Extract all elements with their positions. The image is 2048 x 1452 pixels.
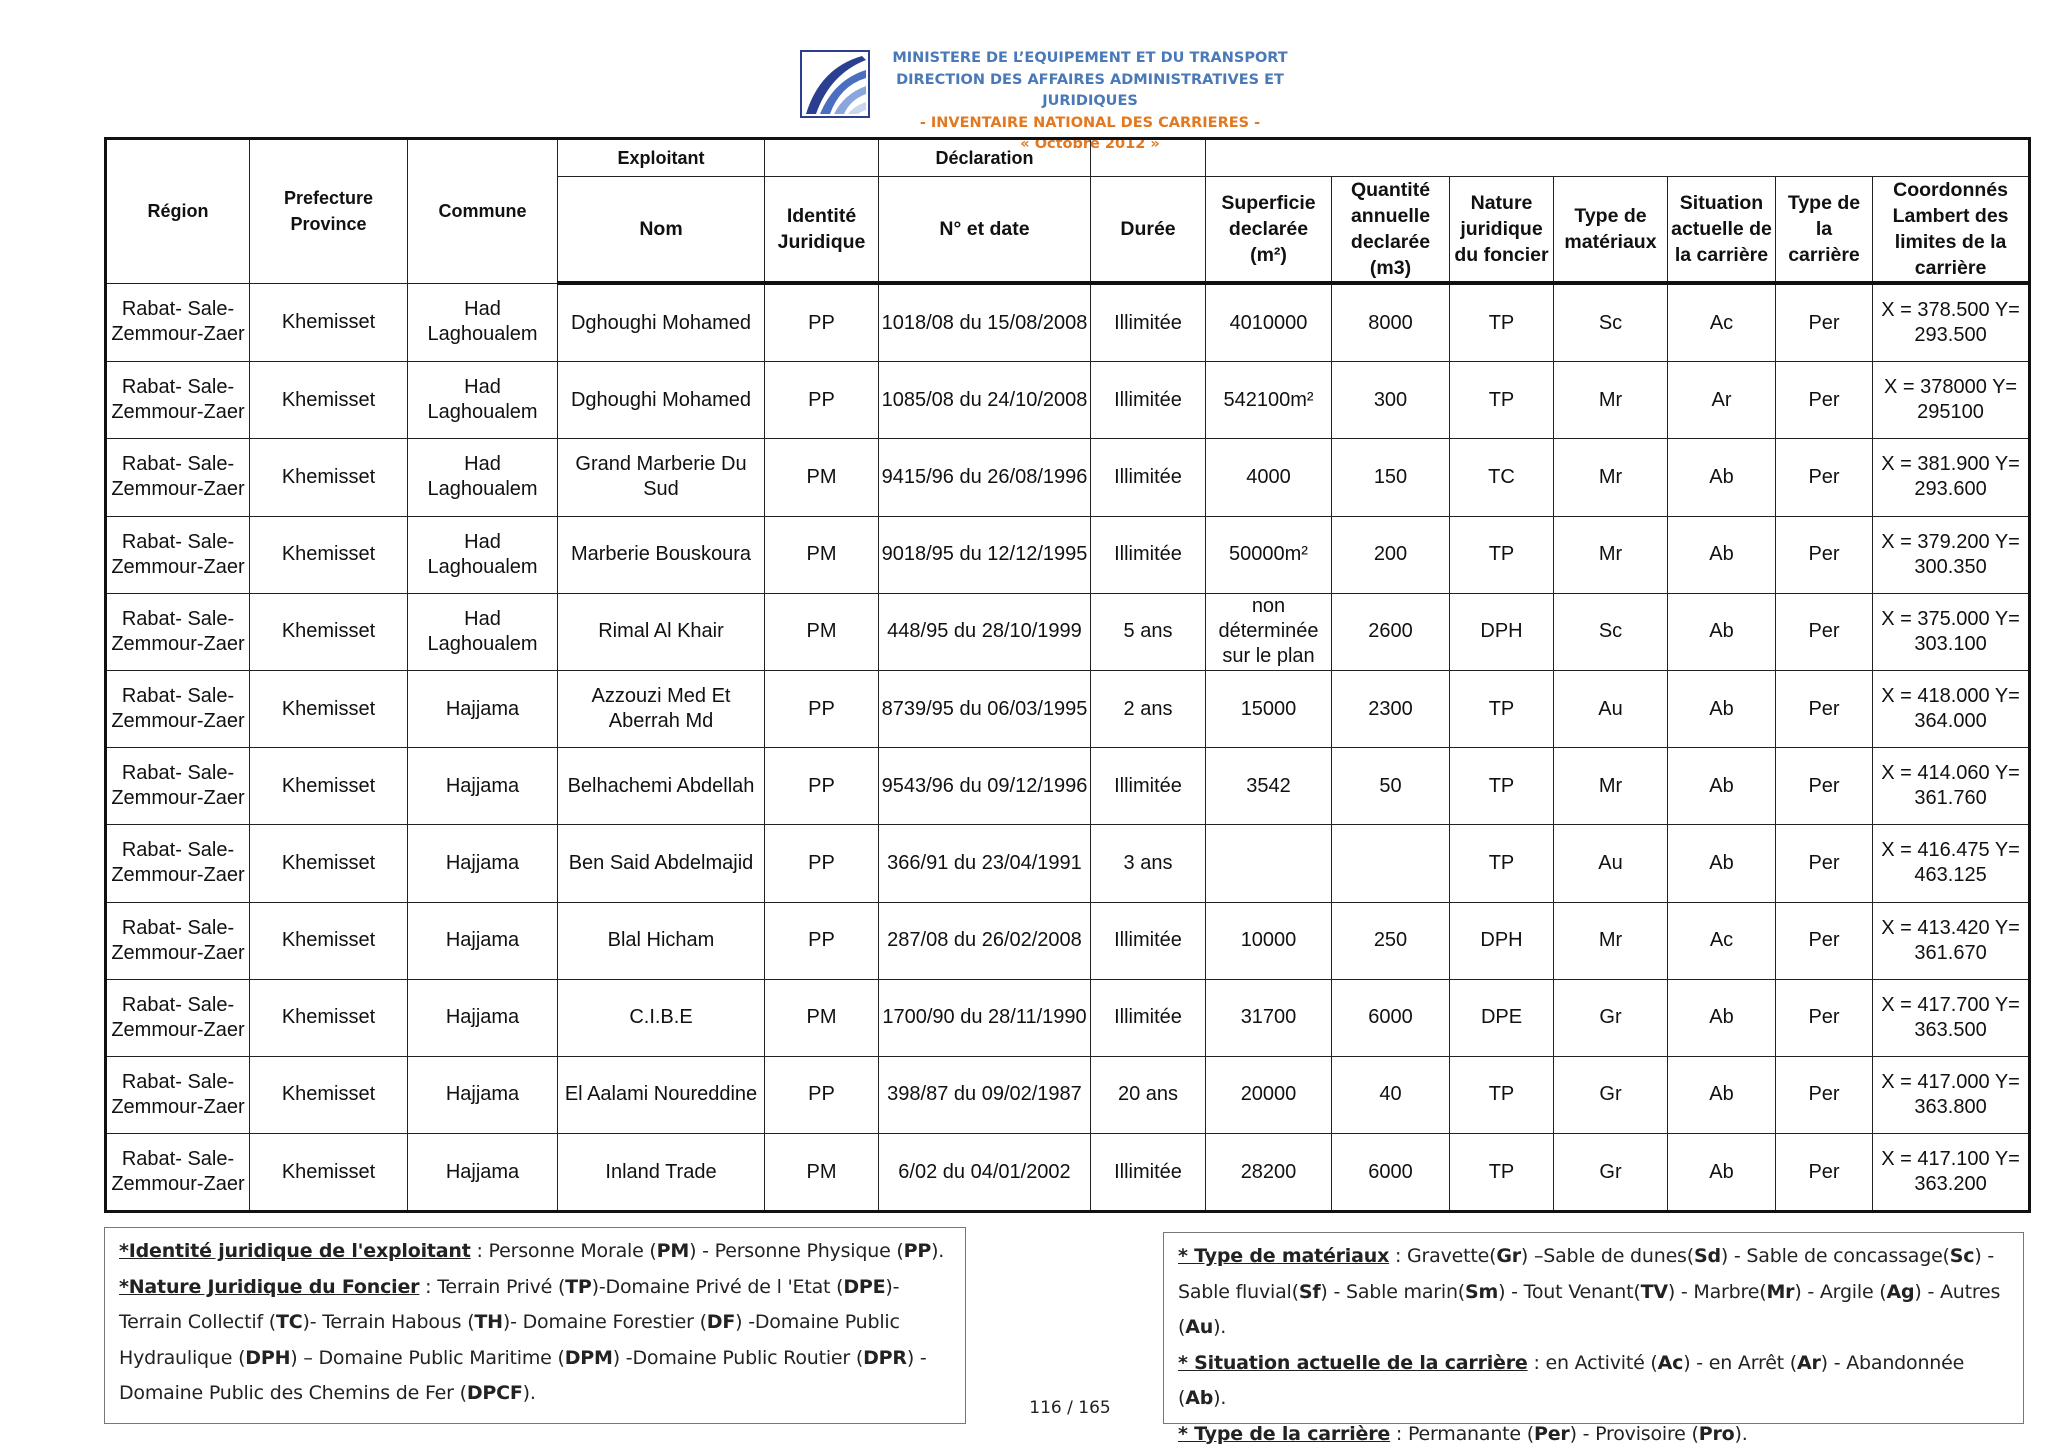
legend-text: ) - Sable de concassage(: [1720, 1245, 1950, 1267]
cell-nature: TP: [1450, 670, 1554, 747]
cell-prefecture: Khemisset: [250, 593, 408, 670]
cell-duree: Illimitée: [1091, 516, 1206, 593]
table-body: [106, 283, 2030, 1212]
col-header-prefecture: Prefecture Province: [250, 139, 408, 284]
cell-numero: 9543/96 du 09/12/1996: [879, 748, 1091, 825]
cell-type-carriere: Per: [1776, 283, 1873, 362]
legend-text: : Terrain Privé (: [419, 1275, 566, 1298]
cell-superficie: non déterminée sur le plan: [1206, 593, 1332, 670]
cell-prefecture: Khemisset: [250, 748, 408, 825]
cell-region: Rabat- Sale-Zemmour-Zaer: [106, 516, 250, 593]
legend-code: Pro: [1698, 1422, 1735, 1445]
cell-identite: PP: [765, 825, 879, 902]
cell-superficie: 31700: [1206, 979, 1332, 1056]
cell-region: Rabat- Sale-Zemmour-Zaer: [106, 902, 250, 979]
col-header-quantite: Quantité annuelle declarée (m3): [1332, 177, 1450, 284]
legend-left: [104, 1227, 966, 1424]
cell-identite: PM: [765, 979, 879, 1056]
table-row: [106, 593, 2030, 670]
cell-prefecture: Khemisset: [250, 516, 408, 593]
cell-type-materiaux: Sc: [1554, 283, 1668, 362]
cell-duree: 5 ans: [1091, 593, 1206, 670]
cell-type-carriere: Per: [1776, 748, 1873, 825]
group-header-blank-2: [1091, 139, 1206, 177]
cell-nature: TP: [1450, 516, 1554, 593]
cell-quantite: 200: [1332, 516, 1450, 593]
cell-prefecture: Khemisset: [250, 979, 408, 1056]
cell-coordonnees: X = 378.500 Y= 293.500: [1873, 283, 2030, 362]
cell-region: Rabat- Sale-Zemmour-Zaer: [106, 748, 250, 825]
cell-coordonnees: X = 417.700 Y= 363.500: [1873, 979, 2030, 1056]
inventory-title: - INVENTAIRE NATIONAL DES CARRIERES -: [919, 114, 1261, 131]
cell-type-carriere: Per: [1776, 902, 1873, 979]
cell-numero: 448/95 du 28/10/1999: [879, 593, 1091, 670]
cell-region: Rabat- Sale-Zemmour-Zaer: [106, 979, 250, 1056]
cell-duree: 20 ans: [1091, 1056, 1206, 1133]
legend-text: : Permanante (: [1390, 1422, 1534, 1445]
col-header-region: Région: [106, 139, 250, 284]
legend-nature-label: *Nature Juridique du Foncier: [119, 1275, 420, 1298]
cell-coordonnees: X = 378000 Y= 295100: [1873, 362, 2030, 439]
cell-commune: Had Laghoualem: [408, 283, 558, 362]
cell-numero: 1700/90 du 28/11/1990: [879, 979, 1091, 1056]
cell-identite: PP: [765, 1056, 879, 1133]
cell-identite: PM: [765, 439, 879, 516]
cell-nature: TP: [1450, 283, 1554, 362]
legend-text: ) –Sable de dunes(: [1520, 1245, 1694, 1267]
legend-code: Ac: [1657, 1351, 1684, 1374]
cell-nature: TP: [1450, 362, 1554, 439]
ministry-logo-icon: [800, 50, 870, 118]
cell-commune: Hajjama: [408, 670, 558, 747]
cell-coordonnees: X = 381.900 Y= 293.600: [1873, 439, 2030, 516]
page-number: 116 / 165: [1029, 1398, 1111, 1418]
cell-type-materiaux: Mr: [1554, 516, 1668, 593]
legend-text: ) - Marbre(: [1667, 1280, 1767, 1303]
legend-text: : en Activité (: [1527, 1351, 1658, 1374]
cell-nature: TP: [1450, 748, 1554, 825]
cell-identite: PP: [765, 902, 879, 979]
cell-type-materiaux: Sc: [1554, 593, 1668, 670]
table-row: [106, 1134, 2030, 1212]
cell-superficie: 3542: [1206, 748, 1332, 825]
legend-code: Sm: [1465, 1280, 1499, 1303]
legend-code: TC: [276, 1311, 303, 1333]
cell-situation: Ac: [1668, 283, 1776, 362]
table-row: [106, 748, 2030, 825]
table-row: [106, 439, 2030, 516]
cell-type-materiaux: Mr: [1554, 362, 1668, 439]
cell-numero: 1085/08 du 24/10/2008: [879, 362, 1091, 439]
cell-duree: Illimitée: [1091, 439, 1206, 516]
cell-quantite: 8000: [1332, 283, 1450, 362]
legend-text: ) - Personne Physique (: [689, 1240, 904, 1262]
cell-commune: Hajjama: [408, 825, 558, 902]
legend-text: ) - Provisoire (: [1569, 1422, 1699, 1445]
cell-identite: PP: [765, 748, 879, 825]
cell-duree: Illimitée: [1091, 1134, 1206, 1212]
legend-type-materiaux-label: * Type de matériaux: [1178, 1245, 1390, 1267]
table-row: [106, 902, 2030, 979]
legend-code: DPM: [564, 1346, 613, 1369]
group-header-blank-1: [765, 139, 879, 177]
cell-numero: 366/91 du 23/04/1991: [879, 825, 1091, 902]
legend-text: ) - Argile (: [1794, 1280, 1887, 1303]
inventory-table-wrapper: [104, 137, 2031, 1213]
cell-numero: 9415/96 du 26/08/1996: [879, 439, 1091, 516]
cell-commune: Had Laghoualem: [408, 593, 558, 670]
legend-code: DPH: [245, 1346, 291, 1369]
col-header-duree: Durée: [1091, 177, 1206, 284]
table-row: [106, 670, 2030, 747]
cell-nature: DPH: [1450, 593, 1554, 670]
cell-superficie: 15000: [1206, 670, 1332, 747]
cell-commune: Had Laghoualem: [408, 362, 558, 439]
ministry-title: MINISTERE DE L’EQUIPEMENT ET DU TRANSPORT: [892, 50, 1288, 66]
cell-situation: Ab: [1668, 825, 1776, 902]
legend-code: Sd: [1693, 1245, 1721, 1267]
legend-text: ) - en Arrêt (: [1683, 1351, 1797, 1374]
legend-code: Ab: [1185, 1387, 1214, 1409]
cell-type-carriere: Per: [1776, 593, 1873, 670]
cell-nom: C.I.B.E: [558, 979, 765, 1056]
legend-text: ) - Abandonnée (: [1178, 1351, 1965, 1409]
cell-region: Rabat- Sale-Zemmour-Zaer: [106, 439, 250, 516]
cell-nature: TP: [1450, 1134, 1554, 1212]
cell-numero: 9018/95 du 12/12/1995: [879, 516, 1091, 593]
cell-nature: TC: [1450, 439, 1554, 516]
cell-nature: TP: [1450, 1056, 1554, 1133]
document-header: [800, 48, 1360, 152]
table-row: [106, 979, 2030, 1056]
cell-region: Rabat- Sale-Zemmour-Zaer: [106, 593, 250, 670]
col-header-type-materiaux: Type de matériaux: [1554, 177, 1668, 284]
cell-prefecture: Khemisset: [250, 1134, 408, 1212]
cell-commune: Hajjama: [408, 902, 558, 979]
cell-type-materiaux: Mr: [1554, 748, 1668, 825]
legend-text: ).: [522, 1382, 536, 1404]
cell-situation: Ab: [1668, 670, 1776, 747]
cell-duree: 3 ans: [1091, 825, 1206, 902]
legend-text: ) - Tout Venant(: [1498, 1280, 1641, 1303]
legend-text: ) - Sable marin(: [1320, 1280, 1466, 1303]
cell-commune: Had Laghoualem: [408, 516, 558, 593]
cell-situation: Ab: [1668, 593, 1776, 670]
group-header-blank-3: [1206, 139, 2030, 177]
cell-region: Rabat- Sale-Zemmour-Zaer: [106, 1056, 250, 1133]
cell-type-materiaux: Au: [1554, 825, 1668, 902]
legend-code: TV: [1640, 1280, 1668, 1303]
legend-text: ) - Autres (: [1178, 1280, 2001, 1338]
cell-prefecture: Khemisset: [250, 362, 408, 439]
legend-code: Ag: [1886, 1280, 1915, 1303]
cell-quantite: 150: [1332, 439, 1450, 516]
cell-nom: Rimal Al Khair: [558, 593, 765, 670]
legend-code: DPR: [863, 1346, 907, 1369]
cell-situation: Ab: [1668, 979, 1776, 1056]
cell-situation: Ab: [1668, 1056, 1776, 1133]
cell-commune: Had Laghoualem: [408, 439, 558, 516]
cell-situation: Ab: [1668, 1134, 1776, 1212]
cell-nom: Dghoughi Mohamed: [558, 362, 765, 439]
cell-situation: Ab: [1668, 748, 1776, 825]
cell-region: Rabat- Sale-Zemmour-Zaer: [106, 283, 250, 362]
cell-numero: 8739/95 du 06/03/1995: [879, 670, 1091, 747]
cell-nom: El Aalami Noureddine: [558, 1056, 765, 1133]
cell-type-carriere: Per: [1776, 439, 1873, 516]
group-header-declaration: Déclaration: [879, 139, 1091, 177]
cell-duree: Illimitée: [1091, 283, 1206, 362]
legend-identite-label: *Identité juridique de l'exploitant: [119, 1240, 471, 1262]
cell-coordonnees: X = 375.000 Y= 303.100: [1873, 593, 2030, 670]
legend-code: Ar: [1796, 1351, 1821, 1374]
cell-superficie: 28200: [1206, 1134, 1332, 1212]
col-header-situation: Situation actuelle de la carrière: [1668, 177, 1776, 284]
legend-text: ) - Domaine Public des Chemins de Fer (: [119, 1346, 927, 1404]
legend-code: PP: [903, 1240, 932, 1262]
cell-region: Rabat- Sale-Zemmour-Zaer: [106, 825, 250, 902]
col-header-nature: Nature juridique du foncier: [1450, 177, 1554, 284]
cell-prefecture: Khemisset: [250, 1056, 408, 1133]
cell-coordonnees: X = 379.200 Y= 300.350: [1873, 516, 2030, 593]
cell-nom: Blal Hicham: [558, 902, 765, 979]
legend-text: : Personne Morale (: [470, 1240, 657, 1262]
legend-text: ) – Domaine Public Maritime (: [290, 1346, 565, 1369]
legend-situation-label: * Situation actuelle de la carrière: [1178, 1351, 1528, 1374]
cell-type-carriere: Per: [1776, 670, 1873, 747]
cell-quantite: 250: [1332, 902, 1450, 979]
col-header-type-carriere: Type de la carrière: [1776, 177, 1873, 284]
cell-superficie: 50000m²: [1206, 516, 1332, 593]
cell-situation: Ab: [1668, 516, 1776, 593]
cell-nom: Inland Trade: [558, 1134, 765, 1212]
cell-region: Rabat- Sale-Zemmour-Zaer: [106, 670, 250, 747]
table-row: [106, 516, 2030, 593]
cell-nature: TP: [1450, 825, 1554, 902]
cell-prefecture: Khemisset: [250, 902, 408, 979]
cell-nom: Belhachemi Abdellah: [558, 748, 765, 825]
legend-code: DPE: [843, 1275, 886, 1298]
cell-region: Rabat- Sale-Zemmour-Zaer: [106, 362, 250, 439]
legend-text: ) -Domaine Public Routier (: [612, 1346, 864, 1369]
cell-nom: Grand Marberie Du Sud: [558, 439, 765, 516]
cell-identite: PP: [765, 670, 879, 747]
cell-commune: Hajjama: [408, 979, 558, 1056]
date-title: « Octobre 2012 »: [1020, 136, 1160, 152]
col-header-numero: N° et date: [879, 177, 1091, 284]
cell-identite: PM: [765, 516, 879, 593]
cell-type-carriere: Per: [1776, 516, 1873, 593]
cell-duree: Illimitée: [1091, 902, 1206, 979]
col-header-superficie: Superficie declarée (m²): [1206, 177, 1332, 284]
group-header-exploitant: Exploitant: [558, 139, 765, 177]
legend-text: )- Domaine Forestier (: [502, 1311, 707, 1333]
legend-code: TH: [474, 1311, 503, 1333]
cell-coordonnees: X = 417.100 Y= 363.200: [1873, 1134, 2030, 1212]
cell-type-carriere: Per: [1776, 1056, 1873, 1133]
cell-identite: PM: [765, 1134, 879, 1212]
legend-text: ).: [1213, 1387, 1227, 1409]
legend-text: )-Domaine Privé de l 'Etat (: [591, 1275, 844, 1298]
cell-numero: 398/87 du 09/02/1987: [879, 1056, 1091, 1133]
cell-nature: DPE: [1450, 979, 1554, 1056]
col-header-identite: Identité Juridique: [765, 177, 879, 284]
cell-quantite: 6000: [1332, 1134, 1450, 1212]
legend-right: [1163, 1232, 2024, 1445]
legend-code: Gr: [1496, 1245, 1521, 1267]
legend-text: ).: [1213, 1316, 1227, 1338]
cell-type-materiaux: Gr: [1554, 979, 1668, 1056]
cell-numero: 287/08 du 26/02/2008: [879, 902, 1091, 979]
legend-code: PM: [656, 1240, 690, 1262]
cell-duree: 2 ans: [1091, 670, 1206, 747]
cell-type-materiaux: Gr: [1554, 1056, 1668, 1133]
legend-code: Mr: [1766, 1280, 1795, 1303]
cell-type-carriere: Per: [1776, 979, 1873, 1056]
cell-quantite: 40: [1332, 1056, 1450, 1133]
group-header-row: [106, 139, 2030, 177]
cell-identite: PP: [765, 362, 879, 439]
cell-numero: 6/02 du 04/01/2002: [879, 1134, 1091, 1212]
cell-superficie: 20000: [1206, 1056, 1332, 1133]
cell-nom: Dghoughi Mohamed: [558, 283, 765, 362]
legend-code: Sf: [1298, 1280, 1321, 1303]
cell-type-carriere: Per: [1776, 1134, 1873, 1212]
cell-prefecture: Khemisset: [250, 825, 408, 902]
cell-type-materiaux: Gr: [1554, 1134, 1668, 1212]
cell-commune: Hajjama: [408, 748, 558, 825]
legend-code: Au: [1185, 1316, 1214, 1338]
col-header-commune: Commune: [408, 139, 558, 284]
cell-quantite: 300: [1332, 362, 1450, 439]
cell-coordonnees: X = 418.000 Y= 364.000: [1873, 670, 2030, 747]
legend-text: ).: [931, 1240, 945, 1262]
inventory-table: [104, 137, 2031, 1213]
cell-situation: Ar: [1668, 362, 1776, 439]
legend-text: ).: [1734, 1422, 1748, 1445]
cell-quantite: [1332, 825, 1450, 902]
table-row: [106, 825, 2030, 902]
col-header-nom: Nom: [558, 177, 765, 284]
direction-title: DIRECTION DES AFFAIRES ADMINISTRATIVES ET JURIDIQUES: [896, 71, 1284, 109]
cell-duree: Illimitée: [1091, 748, 1206, 825]
cell-coordonnees: X = 414.060 Y= 361.760: [1873, 748, 2030, 825]
cell-superficie: 10000: [1206, 902, 1332, 979]
cell-quantite: 6000: [1332, 979, 1450, 1056]
cell-prefecture: Khemisset: [250, 283, 408, 362]
legend-code: TP: [565, 1275, 592, 1298]
cell-coordonnees: X = 417.000 Y= 363.800: [1873, 1056, 2030, 1133]
cell-type-carriere: Per: [1776, 825, 1873, 902]
cell-superficie: 542100m²: [1206, 362, 1332, 439]
cell-type-materiaux: Mr: [1554, 439, 1668, 516]
cell-quantite: 2600: [1332, 593, 1450, 670]
cell-coordonnees: X = 416.475 Y= 463.125: [1873, 825, 2030, 902]
cell-identite: PM: [765, 593, 879, 670]
cell-situation: Ab: [1668, 439, 1776, 516]
legend-code: DF: [706, 1311, 736, 1333]
table-row: [106, 283, 2030, 362]
cell-commune: Hajjama: [408, 1134, 558, 1212]
cell-prefecture: Khemisset: [250, 439, 408, 516]
cell-quantite: 2300: [1332, 670, 1450, 747]
cell-nom: Marberie Bouskoura: [558, 516, 765, 593]
legend-text: : Gravette(: [1389, 1245, 1497, 1267]
cell-region: Rabat- Sale-Zemmour-Zaer: [106, 1134, 250, 1212]
cell-nom: Azzouzi Med Et Aberrah Md: [558, 670, 765, 747]
cell-situation: Ac: [1668, 902, 1776, 979]
cell-prefecture: Khemisset: [250, 670, 408, 747]
cell-nature: DPH: [1450, 902, 1554, 979]
legend-text: ) - Sable fluvial(: [1178, 1245, 1995, 1303]
legend-code: Per: [1533, 1422, 1570, 1445]
cell-type-materiaux: Mr: [1554, 902, 1668, 979]
legend-text: )- Terrain Collectif (: [119, 1275, 900, 1333]
cell-quantite: 50: [1332, 748, 1450, 825]
cell-duree: Illimitée: [1091, 979, 1206, 1056]
legend-code: DPCF: [466, 1382, 523, 1404]
table-row: [106, 362, 2030, 439]
cell-numero: 1018/08 du 15/08/2008: [879, 283, 1091, 362]
legend-type-carriere-label: * Type de la carrière: [1178, 1422, 1391, 1445]
table-row: [106, 1056, 2030, 1133]
col-header-coordonnees: Coordonnés Lambert des limites de la carrière: [1873, 177, 2030, 284]
cell-coordonnees: X = 413.420 Y= 361.670: [1873, 902, 2030, 979]
cell-identite: PP: [765, 283, 879, 362]
cell-superficie: 4000: [1206, 439, 1332, 516]
cell-superficie: 4010000: [1206, 283, 1332, 362]
legend-text: )- Terrain Habous (: [302, 1311, 475, 1333]
cell-commune: Hajjama: [408, 1056, 558, 1133]
cell-superficie: [1206, 825, 1332, 902]
cell-type-carriere: Per: [1776, 362, 1873, 439]
legend-code: Sc: [1949, 1245, 1975, 1267]
cell-nom: Ben Said Abdelmajid: [558, 825, 765, 902]
cell-type-materiaux: Au: [1554, 670, 1668, 747]
cell-duree: Illimitée: [1091, 362, 1206, 439]
legend-text: ) -Domaine Public Hydraulique (: [119, 1311, 900, 1369]
